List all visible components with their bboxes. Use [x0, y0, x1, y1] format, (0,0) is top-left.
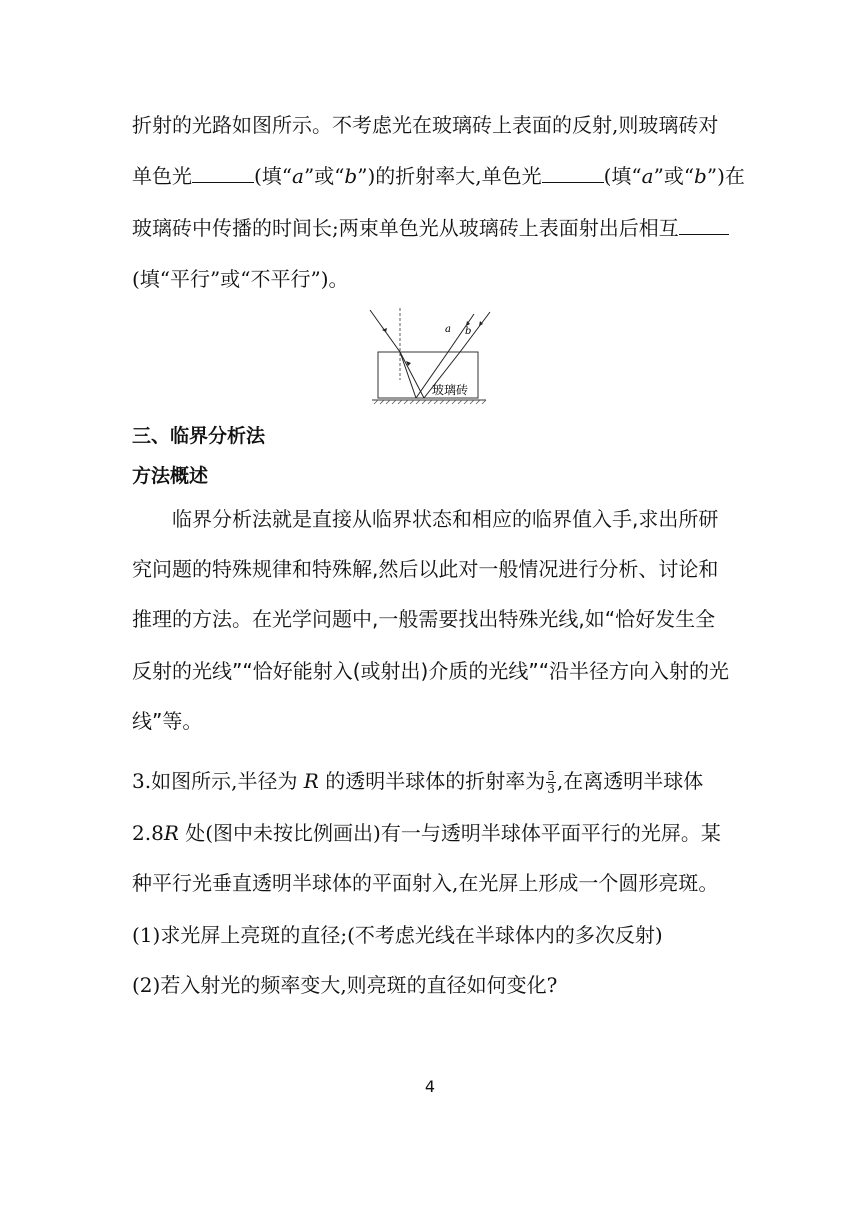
section-body-line3: 推理的方法。在光学问题中,一般需要找出特殊光线,如“恰好发生全: [132, 607, 716, 631]
problem3-part1: (1)求光屏上亮斑的直径;(不考虑光线在半球体内的多次反射): [132, 923, 663, 947]
text: R: [303, 769, 319, 793]
problem3-part2: (2)若入射光的频率变大,则亮斑的直径如何变化?: [132, 973, 558, 997]
para1-line1: 折射的光路如图所示。不考虑光在玻璃砖上表面的反射,则玻璃砖对: [132, 113, 719, 137]
fraction-denominator: 3: [547, 782, 555, 796]
text: 2.8: [132, 821, 164, 845]
text: b: [694, 164, 707, 188]
problem3-line1: [132, 766, 703, 796]
text: ”或“: [653, 164, 695, 188]
text: ”)的折射率大,单色光: [357, 164, 542, 188]
section-subheading: 方法概述: [132, 465, 209, 487]
glass-brick-diagram: [368, 306, 492, 408]
para1-line2: [132, 160, 745, 191]
text: ,在离透明半球体: [556, 769, 704, 793]
fraction-numerator: 5: [547, 769, 555, 783]
text: ”)在: [706, 164, 745, 188]
answer-blank-3[interactable]: [679, 212, 729, 235]
para1-line3: [132, 212, 729, 243]
label-glass: 玻璃砖: [432, 383, 469, 397]
text: (填“: [603, 164, 642, 188]
problem3-line3: 种平行光垂直透明半球体的平面射入,在光屏上形成一个圆形亮斑。: [132, 871, 719, 895]
label-b: b: [465, 326, 472, 337]
text: a: [292, 164, 304, 188]
problem3-line2: [132, 818, 721, 848]
text: (填“: [254, 164, 293, 188]
page-number: 4: [424, 1077, 436, 1096]
section-heading: 三、临界分析法: [132, 425, 266, 447]
text: ”或“: [303, 164, 345, 188]
text: 的透明半球体的折射率为: [318, 769, 546, 793]
label-a: a: [445, 324, 451, 335]
text: 3.如图所示,半径为: [132, 769, 304, 793]
text: 单色光: [132, 164, 192, 188]
refracted-ray-a: [400, 352, 416, 398]
text: b: [344, 164, 358, 188]
para1-line4: (填“平行”或“不平行”)。: [132, 267, 349, 291]
text: R: [163, 821, 179, 845]
answer-blank-1[interactable]: [192, 160, 254, 183]
section-body-line1: 临界分析法就是直接从临界状态和相应的临界值入手,求出所研: [172, 507, 719, 531]
text: 玻璃砖中传播的时间长;两束单色光从玻璃砖上表面射出后相互: [132, 216, 679, 240]
text: 处(图中未按比例画出)有一与透明半球体平面平行的光屏。某: [178, 821, 721, 845]
fraction-five-thirds: [546, 770, 556, 795]
section-body-line5: 线”等。: [132, 709, 203, 733]
answer-blank-2[interactable]: [542, 160, 604, 183]
section-body-line2: 究问题的特殊规律和特殊解,然后以此对一般情况进行分析、讨论和: [132, 557, 719, 581]
section-body-line4: 反射的光线”“恰好能射入(或射出)介质的光线”“沿半径方向入射的光: [132, 659, 730, 683]
ground-hatching: [374, 400, 486, 404]
text: a: [641, 164, 654, 188]
